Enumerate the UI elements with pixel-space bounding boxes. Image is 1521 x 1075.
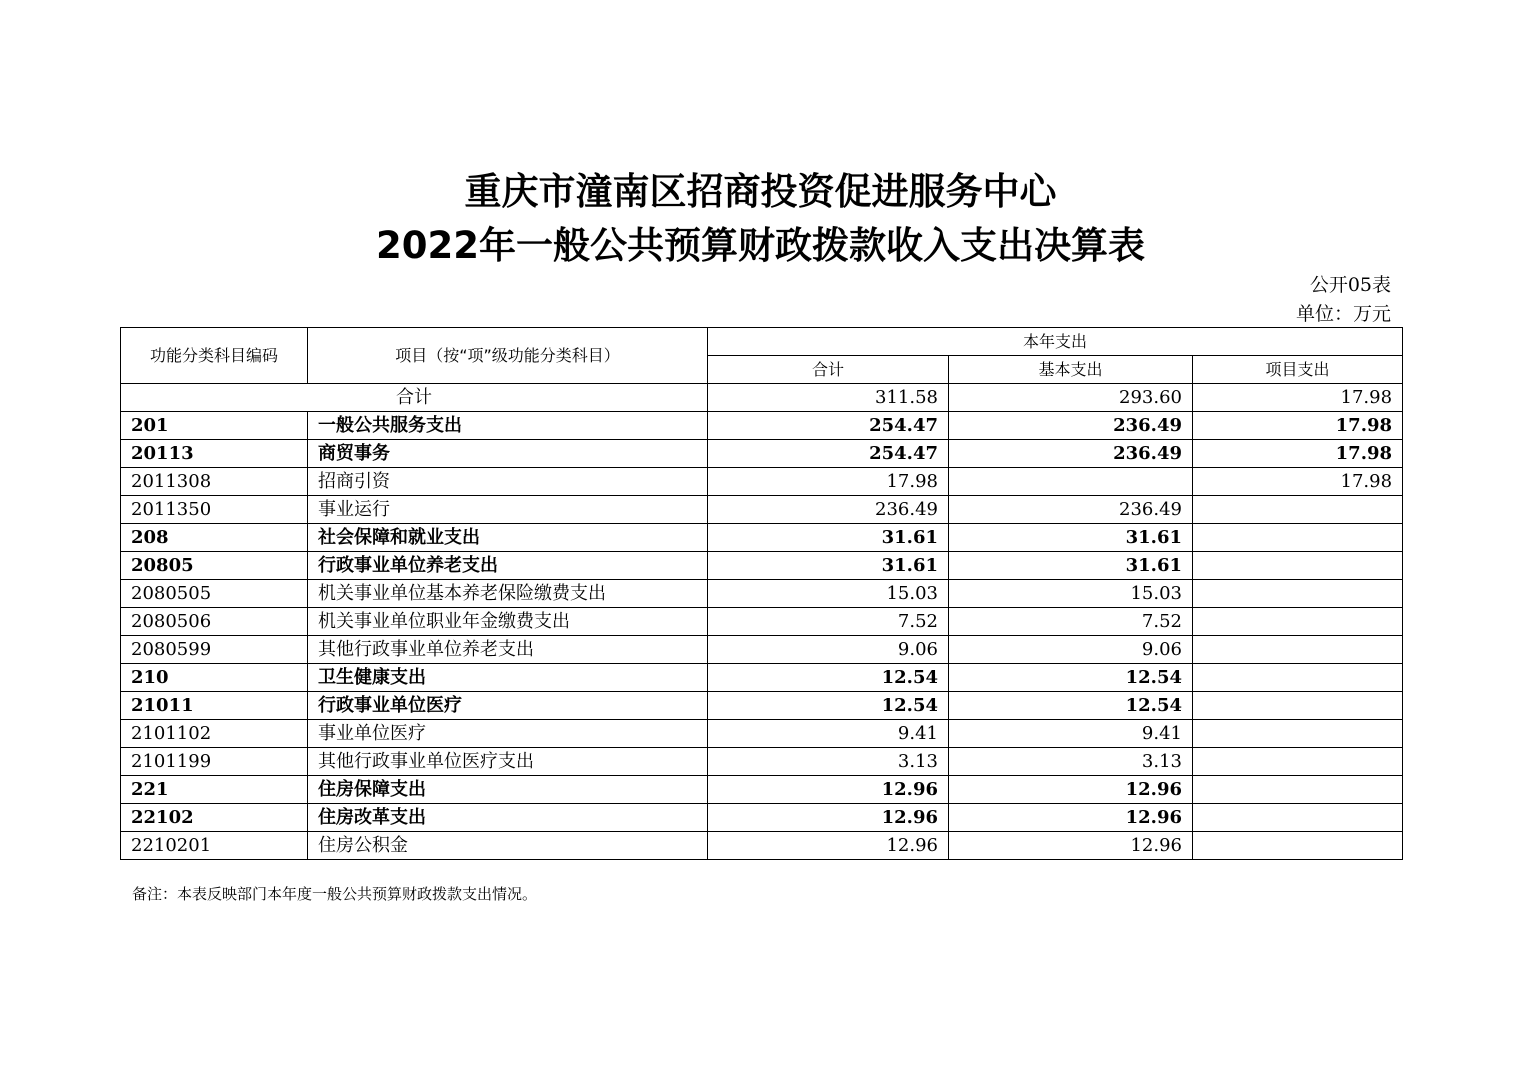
- row-code: 22102: [121, 804, 308, 832]
- row-item-name: 住房公积金: [308, 832, 708, 860]
- table-code-label: 公开05表: [1309, 274, 1391, 296]
- row-item-name: 机关事业单位职业年金缴费支出: [308, 608, 708, 636]
- row-item-name: 行政事业单位医疗: [308, 692, 708, 720]
- row-item-name: 行政事业单位养老支出: [308, 552, 708, 580]
- row-code: 2210201: [121, 832, 308, 860]
- row-code: 208: [121, 524, 308, 552]
- table-row: [121, 804, 1403, 832]
- document-title-line2: 2022年一般公共预算财政拨款收入支出决算表: [376, 224, 1145, 267]
- header-current-year: 本年支出: [708, 328, 1403, 356]
- header-basic: 基本支出: [949, 356, 1193, 384]
- header-code: 功能分类科目编码: [121, 328, 308, 384]
- table-row: [121, 524, 1403, 552]
- row-basic: 236.49: [949, 412, 1193, 440]
- row-basic: 3.13: [949, 748, 1193, 776]
- row-basic: 31.61: [949, 524, 1193, 552]
- row-project: [1193, 552, 1403, 580]
- total-row-label: 合计: [121, 384, 708, 412]
- row-code: 201: [121, 412, 308, 440]
- total-row-total: 311.58: [708, 384, 949, 412]
- row-project: [1193, 720, 1403, 748]
- row-project: [1193, 524, 1403, 552]
- row-item-name: 住房保障支出: [308, 776, 708, 804]
- row-project: 17.98: [1193, 468, 1403, 496]
- row-code: 20805: [121, 552, 308, 580]
- row-item-name: 机关事业单位基本养老保险缴费支出: [308, 580, 708, 608]
- unit-label: 单位：万元: [1295, 303, 1391, 325]
- row-basic: 236.49: [949, 440, 1193, 468]
- row-basic: 12.96: [949, 776, 1193, 804]
- row-code: 2101102: [121, 720, 308, 748]
- row-project: 17.98: [1193, 412, 1403, 440]
- row-item-name: 卫生健康支出: [308, 664, 708, 692]
- row-code: 221: [121, 776, 308, 804]
- row-basic: 9.41: [949, 720, 1193, 748]
- table-row: [121, 832, 1403, 860]
- row-item-name: 招商引资: [308, 468, 708, 496]
- row-project: [1193, 832, 1403, 860]
- row-total: 7.52: [708, 608, 949, 636]
- row-total: 12.54: [708, 692, 949, 720]
- row-code: 210: [121, 664, 308, 692]
- row-item-name: 其他行政事业单位养老支出: [308, 636, 708, 664]
- row-code: 21011: [121, 692, 308, 720]
- row-basic: 15.03: [949, 580, 1193, 608]
- table-row: [121, 608, 1403, 636]
- row-basic: 12.96: [949, 832, 1193, 860]
- row-total: 17.98: [708, 468, 949, 496]
- row-total: 3.13: [708, 748, 949, 776]
- budget-table: [120, 327, 1403, 860]
- table-row: [121, 776, 1403, 804]
- table-row: [121, 496, 1403, 524]
- table-row: [121, 468, 1403, 496]
- row-total: 9.41: [708, 720, 949, 748]
- table-row: [121, 748, 1403, 776]
- row-total: 12.96: [708, 804, 949, 832]
- row-total: 31.61: [708, 524, 949, 552]
- row-project: [1193, 608, 1403, 636]
- row-project: [1193, 664, 1403, 692]
- row-item-name: 社会保障和就业支出: [308, 524, 708, 552]
- row-total: 12.96: [708, 776, 949, 804]
- row-project: [1193, 748, 1403, 776]
- row-project: [1193, 804, 1403, 832]
- row-item-name: 其他行政事业单位医疗支出: [308, 748, 708, 776]
- row-code: 2080599: [121, 636, 308, 664]
- row-item-name: 商贸事务: [308, 440, 708, 468]
- row-basic: [949, 468, 1193, 496]
- row-basic: 236.49: [949, 496, 1193, 524]
- header-project: 项目支出: [1193, 356, 1403, 384]
- row-total: 254.47: [708, 440, 949, 468]
- table-row: [121, 664, 1403, 692]
- row-basic: 12.54: [949, 692, 1193, 720]
- row-item-name: 住房改革支出: [308, 804, 708, 832]
- row-item-name: 一般公共服务支出: [308, 412, 708, 440]
- document-title-line1: 重庆市潼南区招商投资促进服务中心: [464, 170, 1057, 213]
- table-row: [121, 552, 1403, 580]
- row-basic: 12.54: [949, 664, 1193, 692]
- row-basic: 12.96: [949, 804, 1193, 832]
- header-total: 合计: [708, 356, 949, 384]
- row-project: 17.98: [1193, 440, 1403, 468]
- row-basic: 7.52: [949, 608, 1193, 636]
- row-project: [1193, 496, 1403, 524]
- row-basic: 9.06: [949, 636, 1193, 664]
- row-project: [1193, 636, 1403, 664]
- row-code: 2011308: [121, 468, 308, 496]
- row-project: [1193, 692, 1403, 720]
- row-total: 12.96: [708, 832, 949, 860]
- total-row: [121, 384, 1403, 412]
- total-row-basic: 293.60: [949, 384, 1193, 412]
- table-row: [121, 636, 1403, 664]
- row-total: 15.03: [708, 580, 949, 608]
- row-total: 12.54: [708, 664, 949, 692]
- table-row: [121, 412, 1403, 440]
- row-code: 2101199: [121, 748, 308, 776]
- row-code: 2080505: [121, 580, 308, 608]
- row-item-name: 事业运行: [308, 496, 708, 524]
- row-code: 2011350: [121, 496, 308, 524]
- row-code: 2080506: [121, 608, 308, 636]
- row-total: 254.47: [708, 412, 949, 440]
- row-total: 236.49: [708, 496, 949, 524]
- table-row: [121, 720, 1403, 748]
- table-row: [121, 692, 1403, 720]
- row-total: 9.06: [708, 636, 949, 664]
- total-row-project: 17.98: [1193, 384, 1403, 412]
- row-item-name: 事业单位医疗: [308, 720, 708, 748]
- row-code: 20113: [121, 440, 308, 468]
- footnote: 备注：本表反映部门本年度一般公共预算财政拨款支出情况。: [132, 885, 538, 903]
- header-item: 项目（按“项”级功能分类科目）: [308, 328, 708, 384]
- row-basic: 31.61: [949, 552, 1193, 580]
- table-row: [121, 580, 1403, 608]
- row-project: [1193, 580, 1403, 608]
- row-project: [1193, 776, 1403, 804]
- row-total: 31.61: [708, 552, 949, 580]
- table-row: [121, 440, 1403, 468]
